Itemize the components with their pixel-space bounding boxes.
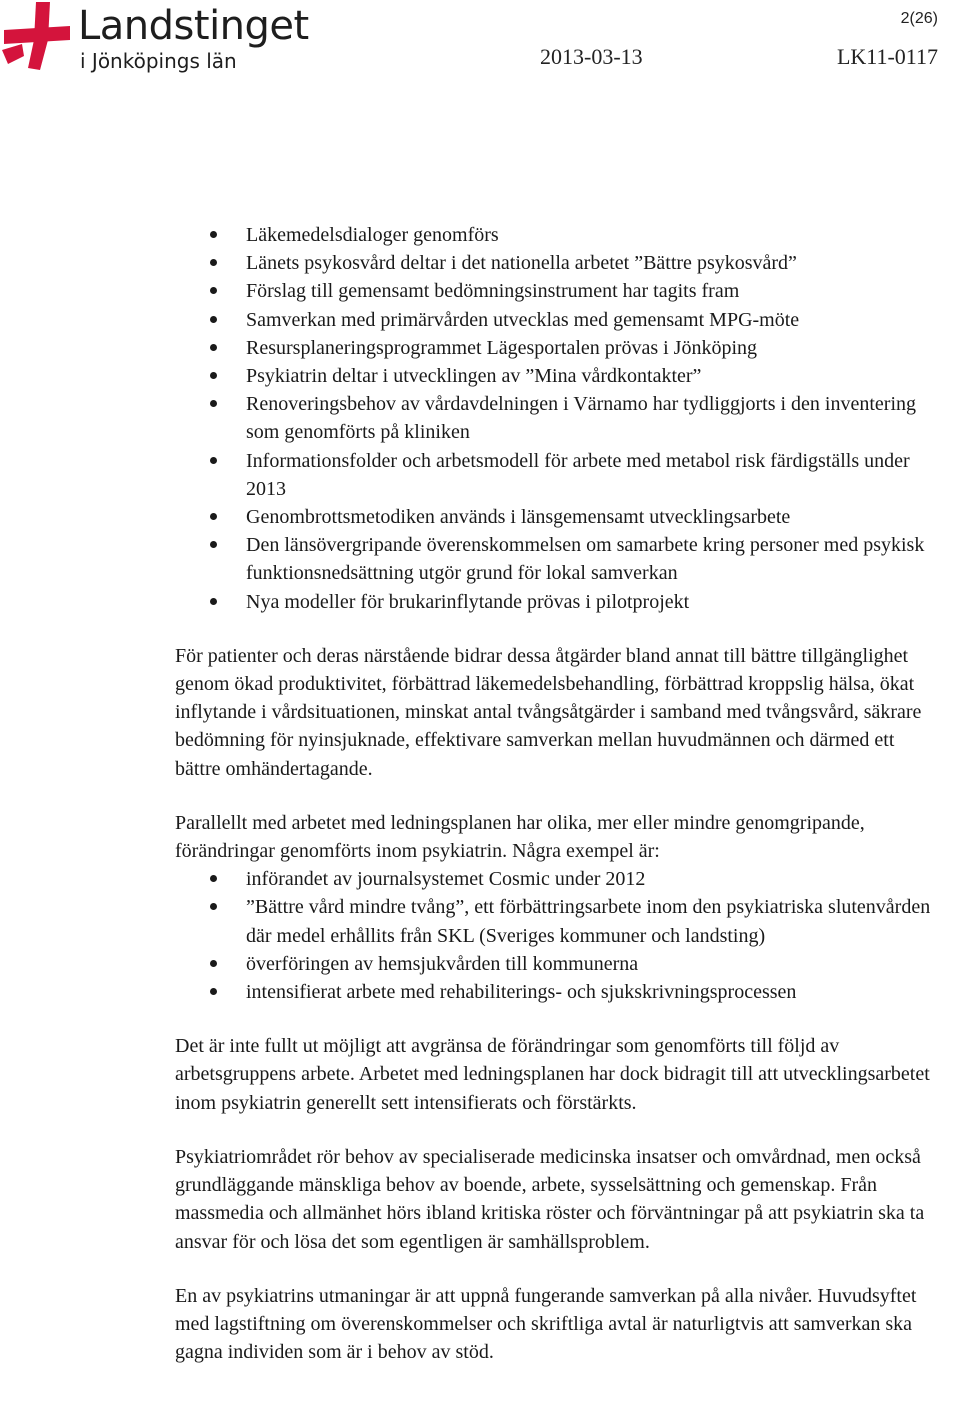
- list-item: intensifierat arbete med rehabiliterings- och sjukskrivningsprocessen: [246, 978, 943, 1006]
- logo: [0, 0, 320, 80]
- list-item: Förslag till gemensamt bedömningsinstrument har tagits fram: [246, 277, 943, 305]
- list-item: Informationsfolder och arbetsmodell för arbete med metabol risk färdigställs under 2013: [246, 447, 943, 503]
- list-item: Den länsövergripande överenskommelsen om samarbete kring personer med psykisk funktionsnedsättning utgör grund för lokal samverkan: [246, 531, 943, 587]
- paragraph-benefits: För patienter och deras närstående bidrar dessa åtgärder bland annat till bättre tillgänglighet genom ökad produktivitet, förbättrad läkemedelsbehandling, förbättrad kroppslig hälsa, ökat inflytande i vårdsituationen, minskat antal tvångsåtgärder i samband med tvångsvård, säkrare bedömning för nyinsjuknade, effektivare samverkan mellan huvudmännen och därmed ett bättre omhändertagande.: [175, 644, 922, 780]
- list-item: Genombrottsmetodiken används i länsgemensamt utvecklingsarbete: [246, 503, 943, 531]
- logo-mark-icon: [0, 0, 76, 72]
- list-item: Läkemedelsdialoger genomförs: [246, 221, 943, 249]
- list-item: Psykiatrin deltar i utvecklingen av ”Mina vårdkontakter”: [246, 362, 943, 390]
- document-reference: LK11-0117: [836, 44, 938, 69]
- list-item: ”Bättre vård mindre tvång”, ett förbättringsarbete inom den psykiatriska slutenvården där medel erhållits från SKL (Sveriges kommuner och landsting): [246, 893, 943, 949]
- logo-title: Landstinget: [78, 3, 309, 49]
- page-number: 2(26): [900, 10, 938, 27]
- paragraph-psychiatry-area: Psykiatriområdet rör behov av specialiserade medicinska insatser och omvårdnad, men också grundläggande mänskliga behov av boende, arbete, sysselsättning och gemenskap. Från massmedia och allmänhet hörs ibland kritiska röster och förväntningar på att psykiatrin ska ta ansvar för och lösa det som egentligen är samhällsproblem.: [175, 1145, 925, 1253]
- list-item: införandet av journalsystemet Cosmic under 2012: [246, 865, 943, 893]
- paragraph-changes-intro: Parallellt med arbetet med ledningsplanen har olika, mer eller mindre genomgripande, förändringar genomförts inom psykiatrin. Några exempel är:: [175, 811, 865, 863]
- paragraph-delimitation: Det är inte fullt ut möjligt att avgränsa de förändringar som genomförts till följd av arbetsgruppens arbete. Arbetet med ledningsplanen har dock bidragit till att utvecklingsarbetet inom psykiatrin generellt sett intensifierats och förstärkts.: [175, 1035, 930, 1114]
- paragraph-challenges: En av psykiatrins utmaningar är att uppnå fungerande samverkan på alla nivåer. Huvudsyftet med lagstiftning om överenskommelser och skriftliga avtal är naturligtvis att samverkan ska gagna individen som är i behov av stöd.: [175, 1284, 917, 1364]
- bullet-list-measures: [175, 221, 943, 616]
- list-item: Renoveringsbehov av vårdavdelningen i Värnamo har tydliggjorts i den inventering som genomförts på kliniken: [246, 390, 943, 446]
- list-item: Nya modeller för brukarinflytande prövas i pilotprojekt: [246, 588, 943, 616]
- bullet-list-examples: [175, 865, 943, 1006]
- list-item: Samverkan med primärvården utvecklas med gemensamt MPG-möte: [246, 306, 943, 334]
- document-date: 2013-03-13: [540, 44, 643, 69]
- document-body: [175, 221, 943, 1366]
- list-item: överföringen av hemsjukvården till kommunerna: [246, 950, 943, 978]
- list-item: Resursplaneringsprogrammet Lägesportalen prövas i Jönköping: [246, 334, 943, 362]
- list-item: Länets psykosvård deltar i det nationella arbetet ”Bättre psykosvård”: [246, 249, 943, 277]
- logo-subtitle: i Jönköpings län: [80, 49, 237, 73]
